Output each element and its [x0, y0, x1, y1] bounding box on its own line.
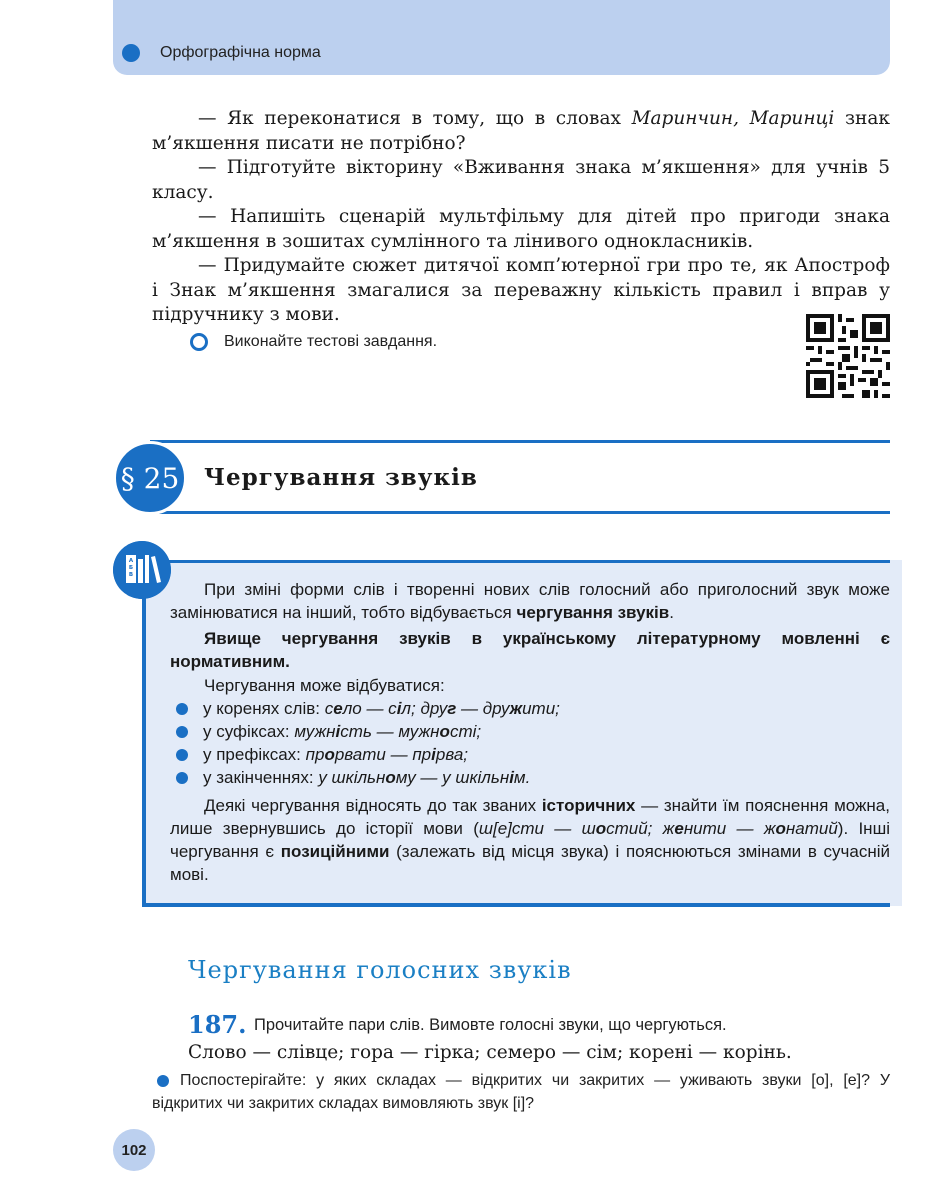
header-bullet-icon — [122, 44, 140, 62]
qr-code-icon[interactable] — [806, 314, 890, 398]
subsection-title: Чергування голосних звуків — [188, 956, 572, 984]
exercise-instruction: Прочитайте пари слів. Вимовте голосні звуки, що чергуються. — [254, 1016, 727, 1034]
bullet-roots: у коренях слів: село — сіл; друг — дружити; — [203, 699, 560, 718]
bullet-icon — [176, 703, 188, 715]
bullet-icon — [176, 749, 188, 761]
svg-text:А: А — [128, 558, 134, 564]
rule-paragraph-1: При зміні форми слів і творенні нових слів голосний або приголосний звук може замінюватися на інший, тобто відбувається чергування звуків. — [170, 580, 890, 622]
rule-box-bottom-border — [142, 903, 890, 907]
rule-paragraph-4: Деякі чергування відносять до так званих історичних — знайти їм пояснення можна, лише звернувшись до історії мови (ш[е]сти — шостий; женити — жонатий). Інші чергування є позиційними (залежать від місця звука) і пояснюються змінами в сучасній мові. — [170, 796, 890, 884]
bullet-endings: у закінченнях: у шкільному — у шкільнім. — [203, 768, 531, 787]
task-label[interactable]: Виконайте тестові завдання. — [224, 333, 438, 350]
exercise-observe: Поспостерігайте: у яких складах — відкритих чи закритих — уживають звуки [о], [е]? У відкритих чи закритих складах вимовляють звук [і]? — [152, 1072, 890, 1112]
svg-text:В: В — [128, 572, 134, 578]
dialogue-paragraph-4: — Придумайте сюжет дитячої комп’ютерної гри про те, як Апостроф і Знак м’якшення змагалися за переважну кількість правил і вправ у підручнику з мови. — [152, 255, 890, 325]
task-ring-icon — [190, 333, 208, 351]
dialogue-paragraph-3: — Напишіть сценарій мультфільму для дітей про пригоди знака м’якшення в зошитах сумлінного та лінивого однокласників. — [152, 206, 890, 252]
rule-paragraph-2: Явище чергування звуків в українському літературному мовленні є нормативним. — [170, 629, 890, 671]
section-title: Чергування звуків — [204, 464, 478, 491]
exercise-word-pairs: Слово — слівце; гора — гірка; семеро — сім; корені — корінь. — [188, 1042, 792, 1063]
section-rule-top — [150, 440, 890, 443]
rule-box-left-border — [142, 560, 146, 906]
rule-paragraph-3: Чергування може відбуватися: — [204, 676, 445, 695]
exercise-number: 187. — [188, 1010, 247, 1039]
rule-box-top-border — [142, 560, 890, 563]
bullet-icon — [176, 772, 188, 784]
section-number-badge: § 25 — [113, 441, 187, 515]
page-header-band — [113, 0, 890, 75]
bullet-suffixes: у суфіксах: мужність — мужності; — [203, 722, 482, 741]
bullet-icon — [176, 726, 188, 738]
section-rule-bottom — [150, 511, 890, 514]
bullet-prefixes: у префіксах: прорвати — прірва; — [203, 745, 468, 764]
svg-text:Б: Б — [128, 565, 134, 571]
dialogue-paragraph-1: — Як переконатися в тому, що в словах Маринчин, Маринці знак м’якшення писати не потрібно? — [152, 108, 890, 154]
books-icon — [113, 541, 171, 599]
header-title: Орфографічна норма — [160, 44, 321, 61]
dialogue-paragraph-2: — Підготуйте вікторину «Вживання знака м’якшення» для учнів 5 класу. — [152, 157, 890, 203]
page-number: 102 — [113, 1129, 155, 1171]
